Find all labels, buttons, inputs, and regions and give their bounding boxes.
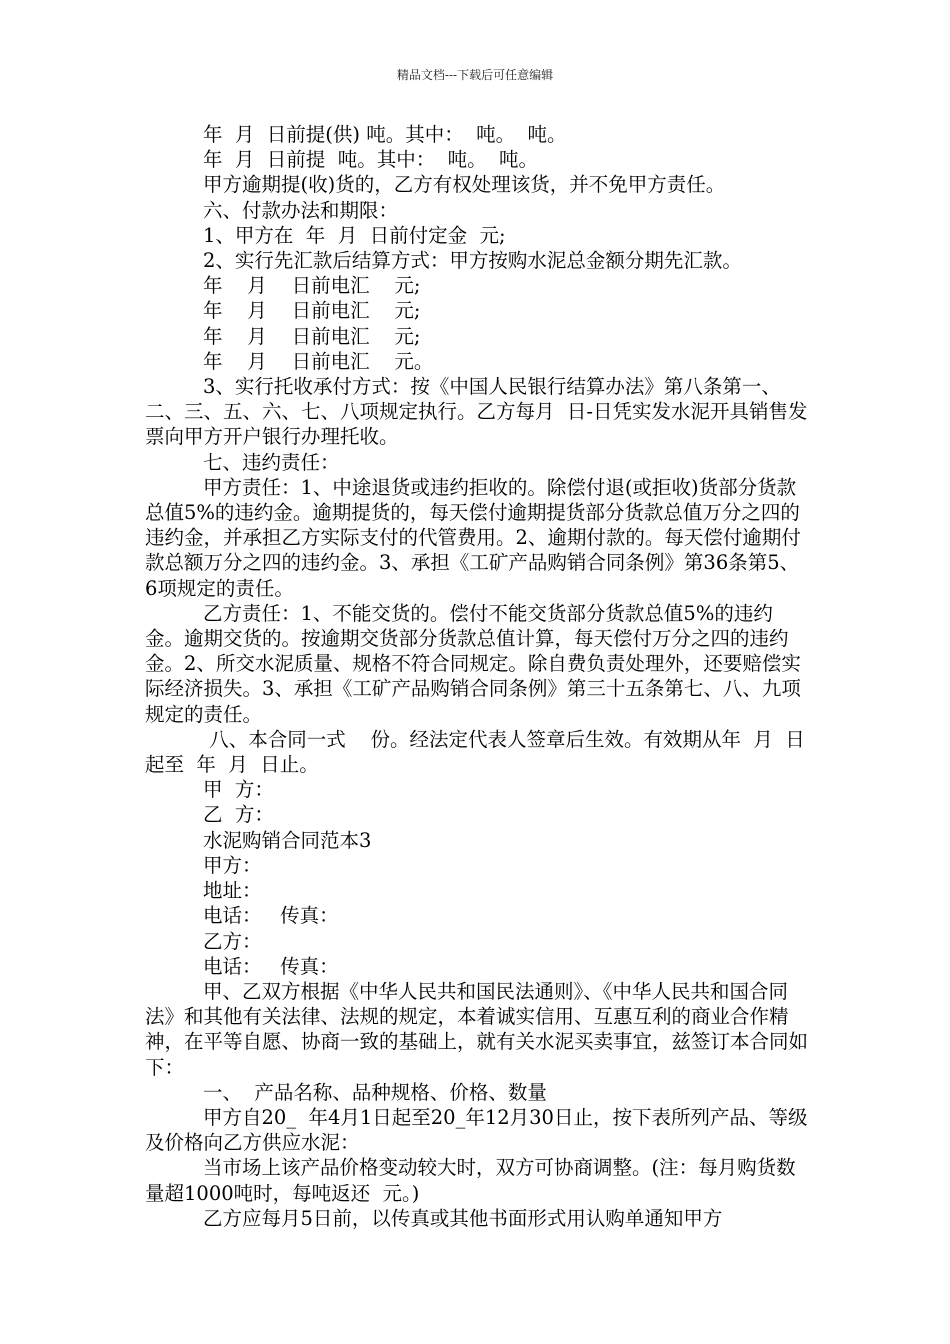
paragraph: 地址： (203, 879, 262, 903)
paragraph: 甲方自20_ 年4月1日起至20_年12月30日止，按下表所列产品、等级及价格向乙方供应水泥： (145, 1105, 808, 1155)
paragraph: 甲方逾期提(收)货的，乙方有权处理该货，并不免甲方责任。 (203, 173, 726, 197)
paragraph: 年 月 日前电汇 元; (203, 274, 421, 298)
paragraph: 2、实行先汇款后结算方式：甲方按购水泥总金额分期先汇款。 (203, 249, 742, 273)
paragraph: 乙方责任：1、不能交货的。偿付不能交货部分货款总值5%的违约金。逾期交货的。按逾期交货部分货款总值计算，每天偿付万分之四的违约金。2、所交水泥质量、规格不符合同规定。除自费负责处理外，还要赔偿实际经济损失。3、承担《工矿产品购销合同条例》第三十五条第七、八、九项规定的责任。 (145, 601, 801, 726)
paragraph: 水泥购销合同范本3 (203, 828, 372, 852)
paragraph: 3、实行托收承付方式：按《中国人民银行结算办法》第八条第一、二、三、五、六、七、八项规定执行。乙方每月 日-日凭实发水泥开具销售发票向甲方开户银行办理托收。 (145, 375, 808, 449)
document-body (145, 122, 810, 1231)
paragraph: 乙方： (203, 929, 262, 953)
paragraph: 乙 方： (203, 803, 274, 827)
paragraph: 电话： 传真： (203, 954, 339, 978)
paragraph: 电话： 传真： (203, 904, 339, 928)
paragraph: 1、甲方在 年 月 日前付定金 元; (203, 223, 506, 247)
page-header: 精品文档---下载后可任意编辑 (396, 68, 554, 82)
paragraph: 甲、乙双方根据《中华人民共和国民法通则》、《中华人民共和国合同法》和其他有关法律、法规的规定，本着诚实信用、互惠互利的商业合作精神，在平等自愿、协商一致的基础上，就有关水泥买卖事宜，兹签订本合同如下： (145, 979, 809, 1079)
paragraph: 年 月 日前提(供) 吨。其中： 吨。 吨。 (203, 123, 567, 146)
paragraph: 甲方责任：1、中途退货或违约拒收的。除偿付退(或拒收)货部分货款总值5%的违约金。逾期提货的，每天偿付逾期提货部分货款总值万分之四的违约金，并承担乙方实际支付的代管费用。2、逾期付款的。每天偿付逾期付款总额万分之四的违约金。3、承担《工矿产品购销合同条例》第36条第5、6项规定的责任。 (145, 475, 801, 600)
paragraph: 一、 产品名称、品种规格、价格、数量 (203, 1080, 547, 1104)
paragraph: 甲方： (203, 853, 262, 877)
paragraph: 六、付款办法和期限： (203, 198, 399, 222)
paragraph: 八、本合同一式 份。经法定代表人签章后生效。有效期从年 月 日起至 年 月 日止。 (145, 727, 805, 777)
paragraph: 当市场上该产品价格变动较大时，双方可协商调整。(注：每月购货数量超1000吨时，每吨返还 元。) (145, 1156, 796, 1205)
paragraph: 年 月 日前电汇 元; (203, 299, 421, 323)
paragraph: 甲 方： (203, 778, 274, 802)
paragraph: 乙方应每月5日前，以传真或其他书面形式用认购单通知甲方 (203, 1206, 723, 1230)
paragraph: 年 月 日前提 吨。其中： 吨。 吨。 (203, 148, 538, 172)
paragraph: 年 月 日前电汇 元; (203, 324, 421, 348)
paragraph: 年 月 日前电汇 元。 (203, 349, 434, 373)
paragraph: 七、违约责任： (203, 450, 340, 474)
